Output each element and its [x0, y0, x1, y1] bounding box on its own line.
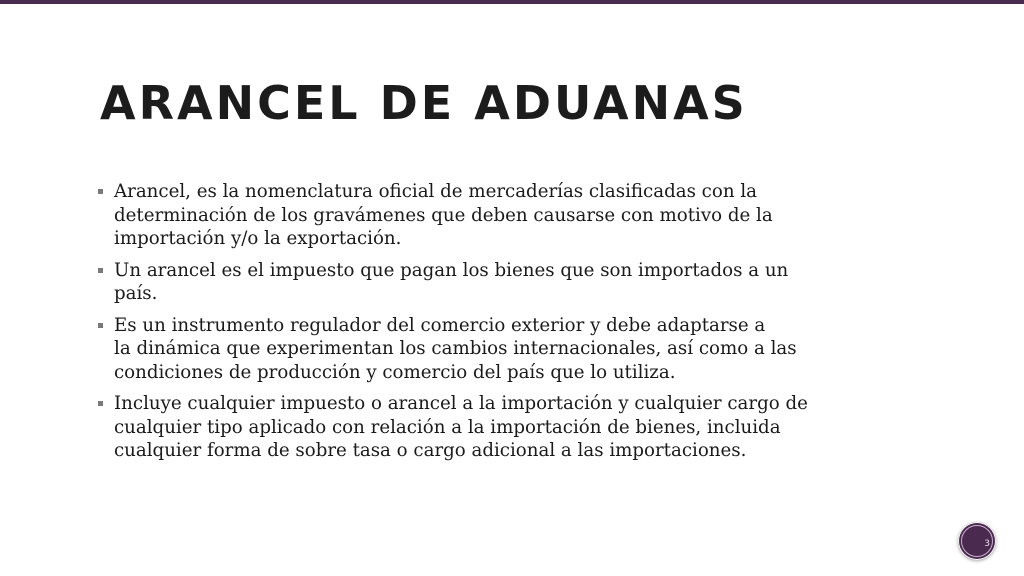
page-number-badge	[958, 522, 996, 560]
bullet-line: Incluye cualquier impuesto o arancel a la importación y cualquier cargo de	[114, 393, 808, 414]
bullet-square-icon	[98, 401, 103, 406]
bullet-square-icon	[98, 189, 103, 194]
bullet-item-2	[98, 259, 918, 306]
top-accent-band	[0, 0, 1024, 4]
bullet-list	[98, 180, 918, 471]
bullet-line: determinación de los gravámenes que deben causarse con motivo de la	[114, 204, 773, 226]
bullet-line: Arancel, es la nomenclatura oficial de mercaderías clasificadas con la	[114, 181, 757, 202]
page-number: 3	[984, 539, 990, 549]
bullet-line: la dinámica que experimentan los cambios internacionales, así como a las	[114, 338, 797, 359]
bullet-line: importación y/o la exportación.	[114, 228, 402, 249]
bullet-square-icon	[98, 268, 103, 273]
bullet-item-1	[98, 180, 918, 251]
bullet-line: cualquier forma de sobre tasa o cargo adicional a las importaciones.	[114, 440, 747, 461]
bullet-square-icon	[98, 323, 103, 328]
bullet-line: cualquier tipo aplicado con relación a la importación de bienes, incluida	[114, 416, 781, 438]
bullet-item-4	[98, 392, 918, 463]
slide-title: ARANCEL DE ADUANAS	[100, 76, 748, 130]
bullet-line: país.	[114, 283, 158, 304]
bullet-line: Un arancel es el impuesto que pagan los bienes que son importados a un	[114, 259, 789, 281]
bullet-item-3	[98, 314, 918, 385]
bullet-line: condiciones de producción y comercio del país que lo utiliza.	[114, 361, 676, 383]
bullet-line: Es un instrumento regulador del comercio exterior y debe adaptarse a	[114, 314, 766, 336]
